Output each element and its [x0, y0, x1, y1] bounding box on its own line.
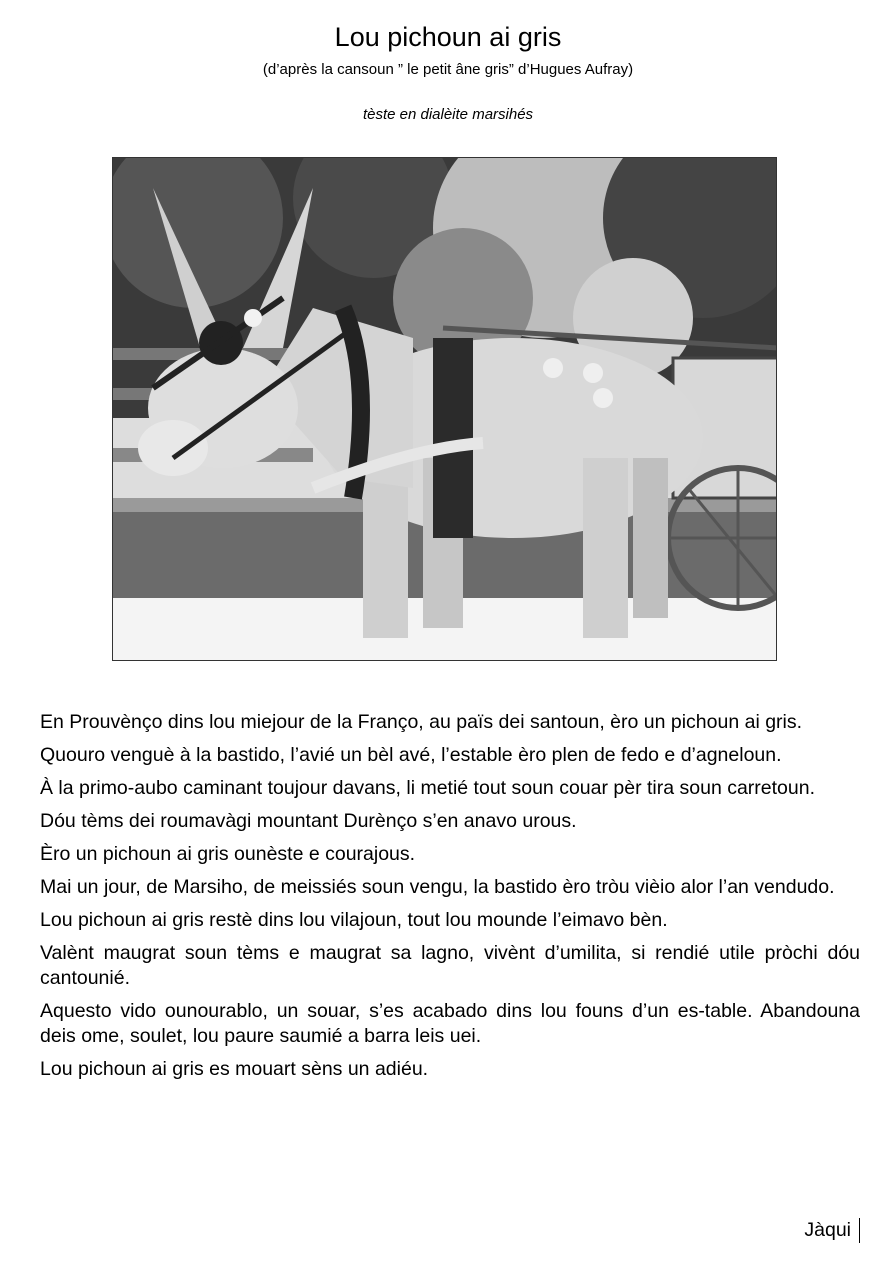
poem-paragraph-3: À la primo-aubo caminant toujour davans, li metié tout soun couar pèr tira soun carretoun. [40, 777, 816, 799]
poem-paragraph-8: Valènt maugrat soun tèms e maugrat sa lagno, vivènt d’umilita, si rendié utile pròchi dóu cantounié. [40, 942, 860, 989]
poem-title: Lou pichoun ai gris [334, 22, 562, 52]
poem-paragraph-4: Dóu tèms dei roumavàgi mountant Durènço s’en anavo urous. [40, 810, 577, 832]
poem-body [40, 710, 860, 1090]
poem-paragraph-7: Lou pichoun ai gris restè dins lou vilajoun, tout lou mounde l’eimavo bèn. [40, 909, 668, 931]
poem-paragraph-6: Mai un jour, de Marsiho, de meissiés soun vengu, la bastido èro tròu vièio alor l’an vendudo. [40, 876, 835, 898]
poem-paragraph-10: Lou pichoun ai gris es mouart sèns un adiéu. [40, 1058, 429, 1080]
poem-paragraph-2: Quouro venguè à la bastido, l’avié un bèl avé, l’estable èro plen de fedo e d’agneloun. [40, 744, 782, 766]
donkey-illustration [113, 158, 777, 661]
dialect-note: tèste en dialèite marsihés [362, 106, 534, 123]
author-signature: Jàqui [804, 1218, 860, 1243]
poem-paragraph-5: Èro un pichoun ai gris ounèste e courajous. [40, 843, 416, 865]
poem-subtitle: (d’après la cansoun ” le petit âne gris” d’Hugues Aufray) [262, 61, 634, 78]
donkey-photo [112, 157, 777, 661]
poem-paragraph-9: Aquesto vido ounourablo, un souar, s’es acabado dins lou founs d’un es-table. Abandouna deis ome, soulet, lou paure saumié a barra leis uei. [40, 1000, 860, 1047]
poem-paragraph-1: En Prouvènço dins lou miejour de la Franço, au païs dei santoun, èro un pichoun ai gris. [40, 711, 803, 733]
